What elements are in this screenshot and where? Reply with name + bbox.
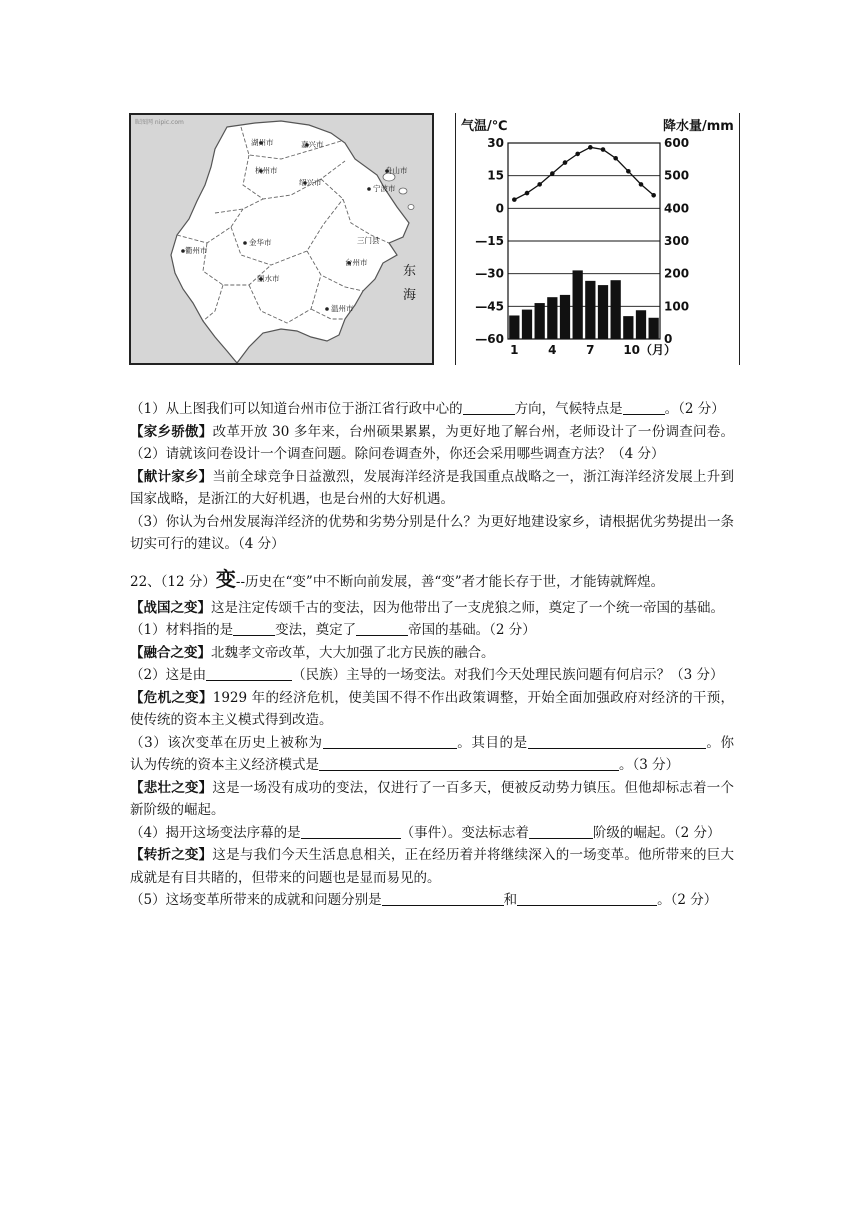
paragraph-zhanguo: 【战国之变】这是注定传颂千古的变法，因为他带出了一支虎狼之师，奠定了一个统一帝国的基础。 <box>130 599 724 616</box>
temperature-point <box>563 160 568 165</box>
sea-label-hai: 海 <box>403 288 417 303</box>
precipitation-bar <box>649 318 659 339</box>
question-text <box>130 398 734 912</box>
city-sanmen: 三门县 <box>357 236 380 245</box>
zhejiang-map <box>129 113 434 365</box>
plot-area <box>475 136 689 357</box>
temperature-point <box>537 182 542 187</box>
temperature-tick-label: —15 <box>475 234 504 248</box>
answer-blank[interactable] <box>319 755 619 771</box>
city-taizhou: 台州市 <box>345 258 368 267</box>
city-hangzhou: 杭州市 <box>255 166 278 175</box>
temperature-point <box>550 171 555 176</box>
sub-question-4: （4）揭开这场变法序幕的是 （事件）。变法标志着 阶级的崛起。（2 分） <box>130 824 721 841</box>
paragraph-zhuanzhe: 【转折之变】这是与我们今天生活息息相关，正在经历着并将继续深入的一场变革。他所带来的巨大成就是有目共睹的，但带来的问题也是显而易见的。 <box>130 847 735 886</box>
climate-chart-graphic <box>456 113 738 365</box>
precipitation-bar <box>598 285 608 339</box>
temperature-axis-title: 气温/℃ <box>461 119 508 134</box>
precipitation-bar <box>547 297 557 339</box>
precipitation-axis-title: 降水量/mm <box>663 119 734 134</box>
precipitation-bar <box>509 315 519 339</box>
month-tick-label: 1 <box>510 343 519 357</box>
city-huzhou: 湖州市 <box>251 138 274 147</box>
sub-question-3: （3）该次变革在历史上被称为 。其目的是 。你认为传统的资本主义经济模式是 。（3 分） <box>130 734 734 773</box>
month-tick-label: 7 <box>586 343 595 357</box>
city-jinhua: 金华市 <box>249 238 272 247</box>
section-title: 【悲壮之变】 <box>130 779 213 796</box>
temperature-tick-label: 0 <box>495 201 504 216</box>
city-wenzhou: 温州市 <box>331 304 354 313</box>
temperature-tick-label: —30 <box>475 266 504 281</box>
city-quzhou: 衢州市 <box>185 246 208 255</box>
precipitation-tick-label: 500 <box>664 168 690 183</box>
answer-blank[interactable] <box>301 823 401 839</box>
sub-question-2: （2）这是由 （民族）主导的一场变法。对我们今天处理民族问题有何启示？（3 分） <box>130 667 724 683</box>
paragraph-weiji: 【危机之变】1929 年的经济危机，使美国不得不作出政策调整，开始全面加强政府对经济的干预，使传统的资本主义模式得到改造。 <box>130 689 734 728</box>
city-jiaxing: 嘉兴市 <box>301 140 324 149</box>
answer-blank[interactable] <box>356 620 408 636</box>
section-title: 【献计家乡】 <box>130 468 213 485</box>
map-watermark: 昵图网 nipic.com <box>135 119 184 126</box>
question-22-heading: 22、（12 分）变--历史在“变”中不断向前发展，善“变”者才能长存于世，才能铸就辉煌。 <box>130 566 665 591</box>
precipitation-bar <box>585 281 595 339</box>
temperature-point <box>613 156 618 161</box>
precipitation-tick-label: 400 <box>664 201 690 216</box>
precipitation-bar <box>522 310 532 339</box>
answer-blank[interactable] <box>529 823 593 839</box>
answer-blank[interactable] <box>233 620 275 636</box>
map-graphic <box>131 115 432 363</box>
city-ningbo: 宁波市 <box>373 184 396 193</box>
temperature-tick-label: 15 <box>487 168 504 183</box>
climate-chart <box>455 113 740 365</box>
precipitation-tick-label: 0 <box>664 332 673 346</box>
paragraph-jiaxiang: 【家乡骄傲】改革开放 30 多年来，台州硕果累累，为更好地了解台州，老师设计了一份调查问卷。（2）请就该问卷设计一个调查问题。除问卷调查外，你还会采用哪些调查方法？（4 分） <box>130 423 735 462</box>
precipitation-bar <box>636 310 646 339</box>
temperature-line <box>514 147 653 199</box>
precipitation-tick-label: 600 <box>664 136 690 150</box>
month-tick-label: 10（月） <box>623 343 677 357</box>
precipitation-bar <box>535 303 545 339</box>
precipitation-tick-label: 200 <box>664 266 690 281</box>
temperature-point <box>601 147 606 152</box>
city-lishui: 丽水市 <box>257 274 280 283</box>
precipitation-tick-label: 300 <box>664 234 690 248</box>
city-shaoxing: 绍兴市 <box>299 178 322 187</box>
paragraph-beizhuang: 【悲壮之变】这是一场没有成功的变法，仅进行了一百多天，便被反动势力镇压。但他却标志着一个新阶级的崛起。 <box>130 779 735 818</box>
paragraph-ronghe: 【融合之变】北魏孝文帝改革，大大加强了北方民族的融合。 <box>130 644 495 661</box>
temperature-point <box>575 152 580 157</box>
temperature-tick-label: —45 <box>475 299 504 314</box>
temperature-point <box>525 191 530 196</box>
temperature-tick-label: 30 <box>487 136 504 150</box>
question-1: （1）从上图我们可以知道台州市位于浙江省行政中心的 方向，气候特点是 。（2 分） <box>130 401 725 417</box>
section-title: 【危机之变】 <box>130 689 213 706</box>
answer-blank[interactable] <box>528 733 706 749</box>
temperature-point <box>588 145 593 150</box>
precipitation-bar <box>573 270 583 339</box>
answer-blank[interactable] <box>463 399 515 415</box>
temperature-point <box>651 193 656 198</box>
precipitation-tick-label: 100 <box>664 299 690 314</box>
precipitation-bar <box>560 295 570 339</box>
sea-label-dong: 东 <box>403 264 417 279</box>
month-tick-label: 4 <box>548 343 557 357</box>
section-title: 【家乡骄傲】 <box>130 423 213 440</box>
paragraph-xianji: 【献计家乡】当前全球竞争日益激烈，发展海洋经济是我国重点战略之一，浙江海洋经济发展上升到国家战略，是浙江的大好机遇，也是台州的大好机遇。 <box>130 468 735 507</box>
temperature-point <box>639 182 644 187</box>
temperature-tick-label: —60 <box>475 332 504 346</box>
sub-question-5: （5）这场变革所带来的成就和问题分别是 和 。（2 分） <box>130 892 718 908</box>
answer-blank[interactable] <box>206 665 292 681</box>
big-character: 变 <box>215 566 236 591</box>
section-title: 【战国之变】 <box>130 599 211 616</box>
section-title: 【转折之变】 <box>130 847 213 863</box>
question-3: （3）你认为台州发展海洋经济的优势和劣势分别是什么？为更好地建设家乡，请根据优劣势提出一条切实可行的建议。（4 分） <box>130 513 734 552</box>
sub-question-1: （1）材料指的是 变法，奠定了 帝国的基础。（2 分） <box>130 622 536 638</box>
answer-blank[interactable] <box>382 890 504 906</box>
section-title: 【融合之变】 <box>130 644 211 661</box>
city-zhoushan: 舟山市 <box>385 166 408 175</box>
answer-blank[interactable] <box>323 733 457 749</box>
answer-blank[interactable] <box>517 890 657 906</box>
temperature-point <box>626 169 631 174</box>
temperature-point <box>512 197 517 202</box>
answer-blank[interactable] <box>623 399 665 415</box>
precipitation-bar <box>623 316 633 339</box>
precipitation-bar <box>611 280 621 339</box>
